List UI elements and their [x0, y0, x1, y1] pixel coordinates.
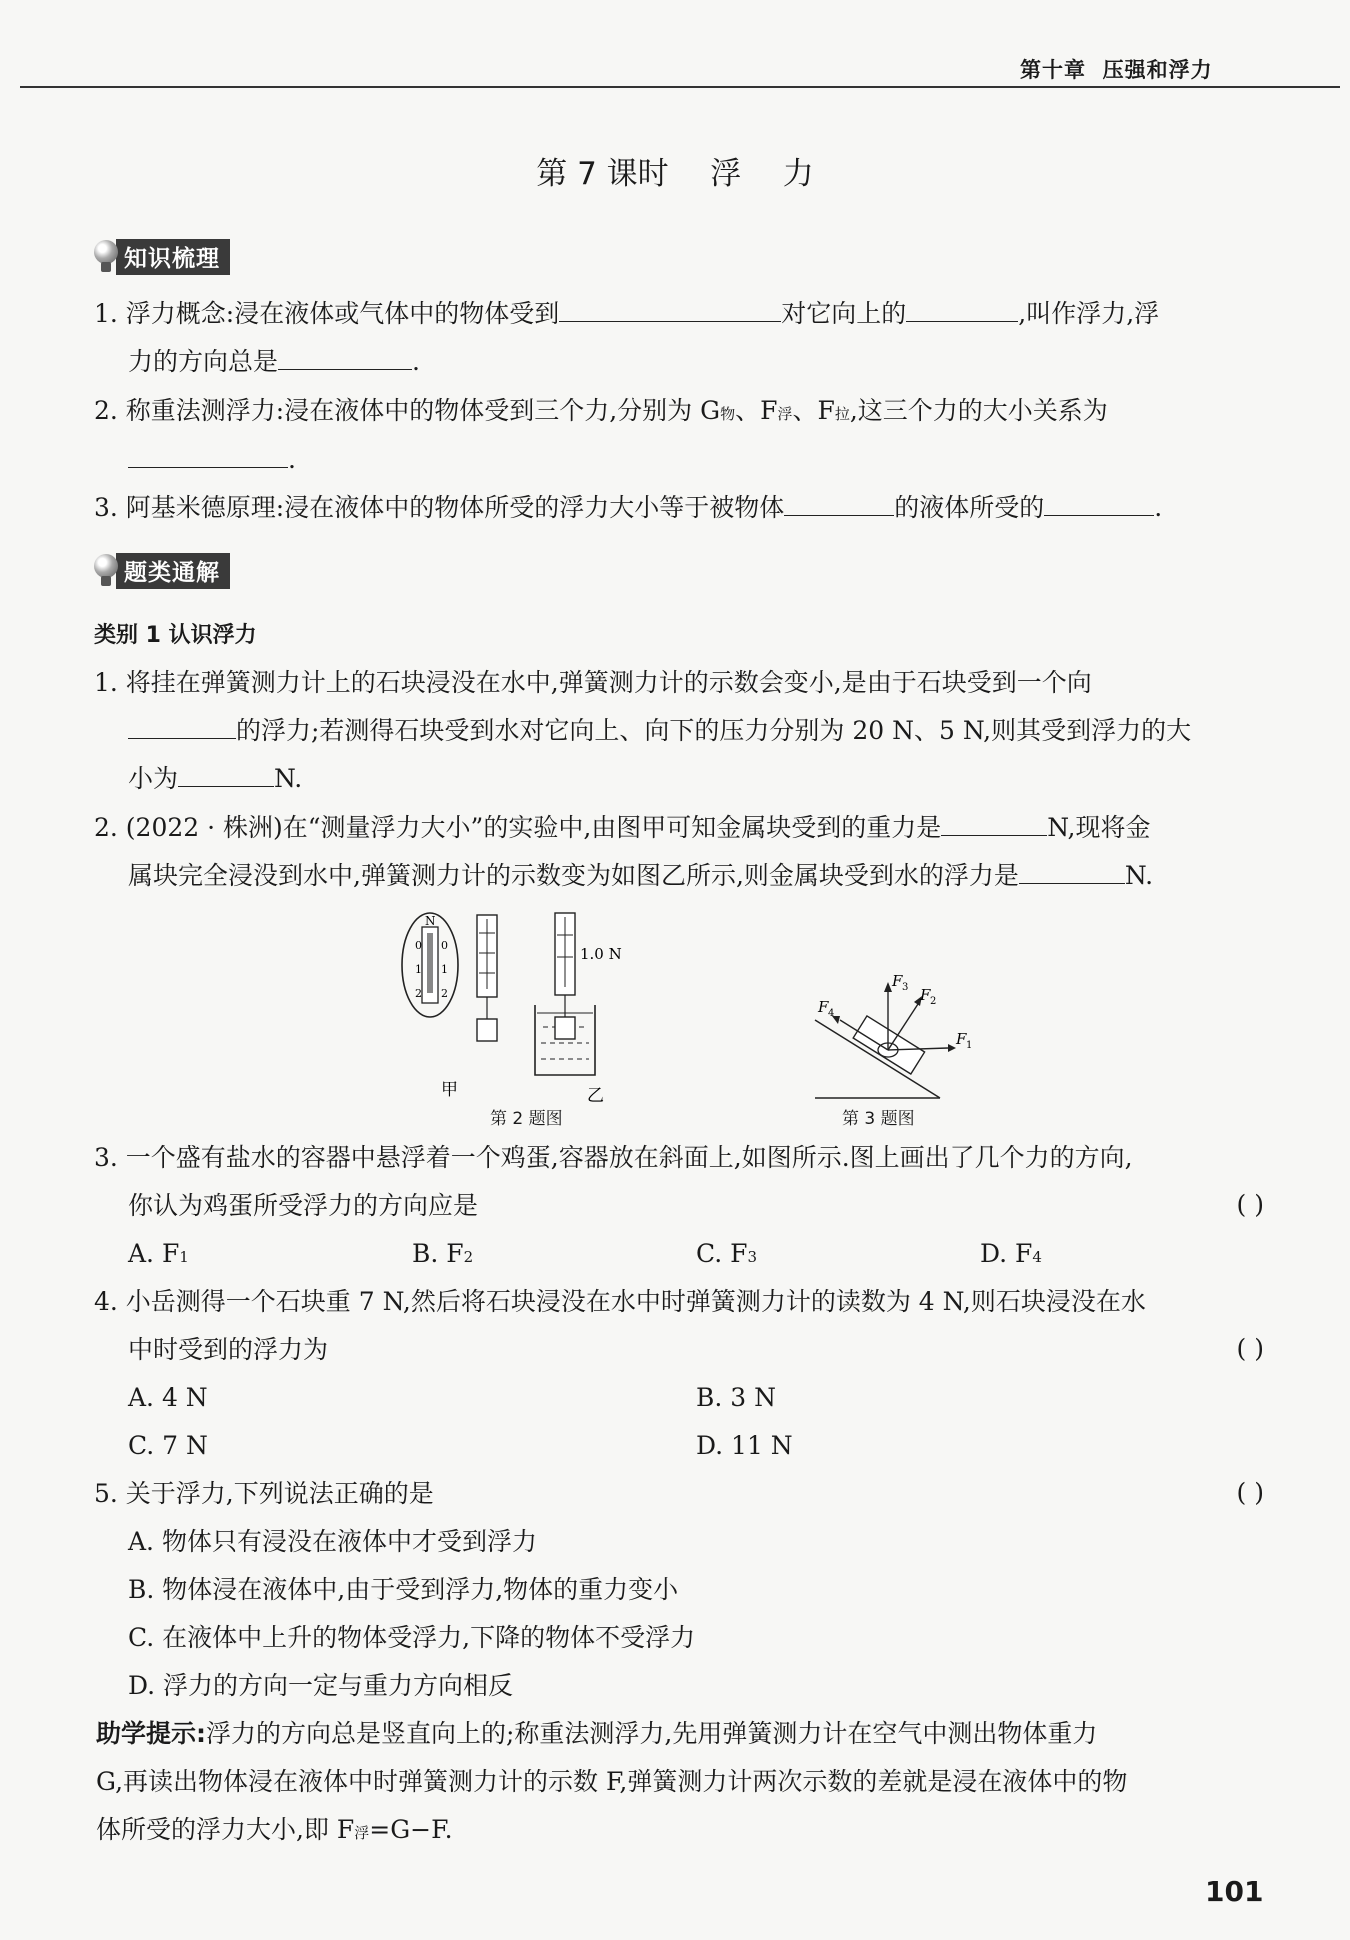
- tick-label: 0: [415, 939, 422, 952]
- knowledge-2-cont: .: [128, 444, 296, 476]
- knowledge-1: 1. 浮力概念:浸在液体或气体中的物体受到 对它向上的 ,叫作浮力,浮: [94, 299, 1160, 328]
- figure-3-incline: [800, 960, 975, 1105]
- question-4-cont: 中时受到的浮力为: [128, 1335, 329, 1364]
- blank[interactable]: [128, 716, 236, 739]
- question-1-cont2: 小为 N.: [128, 764, 303, 793]
- chapter-header: [1020, 54, 1213, 84]
- metal-block: [555, 1017, 575, 1039]
- option-c[interactable]: C. 在液体中上升的物体受浮力,下降的物体不受浮力: [128, 1623, 696, 1652]
- chapter-title: 压强和浮力: [1102, 58, 1213, 82]
- knowledge-3: 3. 阿基米德原理:浸在液体中的物体所受的浮力大小等于被物体 的液体所受的 .: [94, 493, 1163, 522]
- header-rule: [20, 86, 1340, 88]
- option-c[interactable]: C. 7 N: [128, 1431, 208, 1460]
- scale-reading: 1.0 N: [580, 945, 622, 963]
- figure-2-spring-scale: [395, 905, 655, 1115]
- question-5: 5. 关于浮力,下列说法正确的是: [94, 1479, 434, 1508]
- knowledge-1-cont: 力的方向总是 .: [128, 347, 420, 376]
- blank[interactable]: [784, 493, 894, 516]
- label-jia: 甲: [441, 1080, 458, 1100]
- tip-line-3: 体所受的浮力大小,即 F浮=G−F.: [96, 1815, 453, 1844]
- blank[interactable]: [178, 764, 274, 787]
- question-2-cont: 属块完全浸没到水中,弹簧测力计的示数变为如图乙所示,则金属块受到水的浮力是 N.: [128, 861, 1154, 890]
- category-heading: 类别 1 认识浮力: [94, 623, 257, 648]
- lesson-title: 第 7 课时 浮 力: [536, 156, 814, 192]
- option-d[interactable]: D. F4: [980, 1239, 1042, 1268]
- option-a[interactable]: A. 4 N: [128, 1383, 208, 1412]
- option-d[interactable]: D. 11 N: [696, 1431, 793, 1460]
- figure-2-caption: 第 2 题图: [490, 1109, 563, 1129]
- option-b[interactable]: B. 物体浸在液体中,由于受到浮力,物体的重力变小: [128, 1575, 679, 1604]
- blank[interactable]: [128, 445, 288, 468]
- force-sub-2: 2: [930, 996, 937, 1007]
- question-3-cont: 你认为鸡蛋所受浮力的方向应是: [128, 1191, 479, 1220]
- tick-label: 2: [441, 987, 448, 1000]
- page-number: 101: [1205, 1875, 1264, 1908]
- answer-paren[interactable]: ( ): [1236, 1190, 1264, 1219]
- tick-label: 1: [441, 963, 448, 976]
- blank[interactable]: [1019, 861, 1125, 884]
- figure-3-caption: 第 3 题图: [842, 1109, 915, 1129]
- force-sub-4: 4: [828, 1008, 835, 1019]
- option-c[interactable]: C. F3: [696, 1239, 758, 1268]
- option-b[interactable]: B. 3 N: [696, 1383, 776, 1412]
- option-a[interactable]: A. 物体只有浸没在液体中才受到浮力: [128, 1527, 537, 1556]
- tick-label: 2: [415, 987, 422, 1000]
- option-a[interactable]: A. F1: [128, 1239, 189, 1268]
- question-4: 4. 小岳测得一个石块重 7 N,然后将石块浸没在水中时弹簧测力计的读数为 4 N,则石块浸没在水: [94, 1287, 1146, 1316]
- question-3: 3. 一个盛有盐水的容器中悬浮着一个鸡蛋,容器放在斜面上,如图所示.图上画出了几个力的方向,: [94, 1143, 1133, 1172]
- label-yi: 乙: [587, 1086, 604, 1106]
- answer-paren[interactable]: ( ): [1236, 1478, 1264, 1507]
- tip-label: 助学提示:: [96, 1719, 206, 1748]
- unit-label: N: [425, 914, 436, 928]
- question-1: 1. 将挂在弹簧测力计上的石块浸没在水中,弹簧测力计的示数会变小,是由于石块受到一个向: [94, 668, 1092, 697]
- section-knowledge: 知识梳理: [92, 240, 230, 274]
- lightbulb-icon: [92, 240, 120, 274]
- force-label-f1: F: [956, 1030, 967, 1048]
- blank[interactable]: [906, 299, 1018, 322]
- chapter-number: 第十章: [1020, 58, 1086, 82]
- answer-paren[interactable]: ( ): [1236, 1334, 1264, 1363]
- knowledge-2: 2. 称重法测浮力:浸在液体中的物体受到三个力,分别为 G物、F浮、F拉,这三个力的大小关系为: [94, 396, 1108, 425]
- blank[interactable]: [1044, 493, 1154, 516]
- tip-line-2: G,再读出物体浸在液体中时弹簧测力计的示数 F,弹簧测力计两次示数的差就是浸在液体中的物: [96, 1767, 1128, 1796]
- force-sub-1: 1: [966, 1040, 973, 1051]
- question-2: 2. (2022 · 株洲)在“测量浮力大小”的实验中,由图甲可知金属块受到的重力是 N,现将金: [94, 813, 1151, 842]
- tip-line-1: 助学提示:浮力的方向总是竖直向上的;称重法测浮力,先用弹簧测力计在空气中测出物体重力: [96, 1719, 1098, 1748]
- force-label-f4: F: [818, 998, 829, 1016]
- question-1-cont: 的浮力;若测得石块受到水对它向上、向下的压力分别为 20 N、5 N,则其受到浮力的大: [128, 715, 1191, 747]
- force-label-f2: F: [920, 986, 931, 1004]
- force-sub-3: 3: [902, 982, 909, 993]
- metal-block: [477, 1019, 497, 1041]
- option-d[interactable]: D. 浮力的方向一定与重力方向相反: [128, 1671, 514, 1700]
- tick-label: 0: [441, 939, 448, 952]
- option-b[interactable]: B. F2: [412, 1239, 474, 1268]
- blank[interactable]: [559, 299, 781, 322]
- lightbulb-icon: [92, 554, 120, 588]
- section-types: 题类通解: [92, 554, 230, 588]
- force-label-f3: F: [892, 972, 903, 990]
- tick-label: 1: [415, 963, 422, 976]
- blank[interactable]: [941, 813, 1047, 836]
- blank[interactable]: [278, 347, 412, 370]
